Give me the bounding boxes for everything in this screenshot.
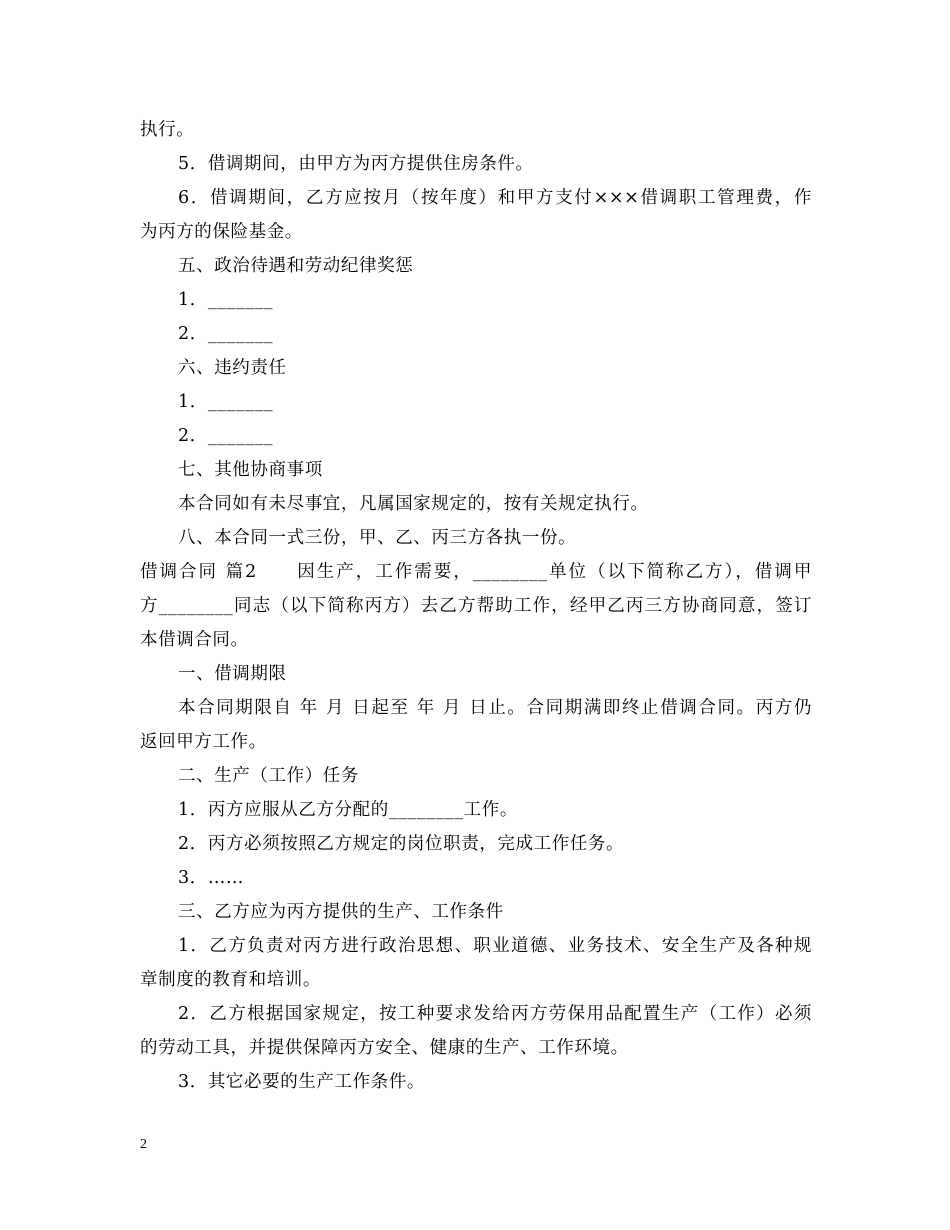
section-heading: 一、借调期限: [178, 664, 287, 684]
text-line: 本合同如有未尽事宜，凡属国家规定的，按有关规定执行。: [178, 494, 649, 514]
text-line: 1．_______: [178, 392, 274, 412]
text-line: 本借调合同。: [140, 630, 249, 650]
section-heading: 七、其他协商事项: [178, 460, 323, 480]
section-heading: 六、违约责任: [178, 358, 287, 378]
text-line: 3．其它必要的生产工作条件。: [178, 1072, 426, 1092]
section-heading: 三、乙方应为丙方提供的生产、工作条件: [178, 902, 504, 922]
text-line: 6．借调期间，乙方应按月（按年度）和甲方支付×××借调职工管理费，作: [178, 188, 812, 208]
text-line: 借调合同 篇2 因生产，工作需要，________单位（以下简称乙方），借调甲: [140, 562, 812, 582]
section-heading: 二、生产（工作）任务: [178, 766, 359, 786]
text-line: 1．丙方应服从乙方分配的________工作。: [178, 800, 518, 820]
text-line: 方________同志（以下简称丙方）去乙方帮助工作，经甲乙丙三方协商同意，签订: [140, 596, 812, 616]
section-heading: 五、政治待遇和劳动纪律奖惩: [178, 256, 414, 276]
text-line: 2．_______: [178, 426, 274, 446]
text-line: 的劳动工具，并提供保障丙方安全、健康的生产、工作环境。: [140, 1038, 629, 1058]
text-line: 1．乙方负责对丙方进行政治思想、职业道德、业务技术、安全生产及各种规: [178, 936, 812, 956]
text-line: 5．借调期间，由甲方为丙方提供住房条件。: [178, 154, 534, 174]
text-line: 返回甲方工作。: [140, 732, 267, 752]
text-line: 1．_______: [178, 290, 274, 310]
text-line: 2．乙方根据国家规定，按工种要求发给丙方劳保用品配置生产（工作）必须: [178, 1004, 812, 1024]
text-line: 为丙方的保险基金。: [140, 222, 303, 242]
text-line: 2．丙方必须按照乙方规定的岗位职责，完成工作任务。: [178, 834, 625, 854]
text-line: 章制度的教育和培训。: [140, 970, 321, 990]
text-line: 执行。: [140, 120, 195, 140]
page-number: 2: [140, 1137, 147, 1152]
text-line: 2．_______: [178, 324, 274, 344]
text-line: 3．……: [178, 868, 245, 888]
text-line: 本合同期限自 年 月 日起至 年 月 日止。合同期满即终止借调合同。丙方仍: [178, 698, 812, 718]
section-heading: 八、本合同一式三份，甲、乙、丙三方各执一份。: [178, 528, 577, 548]
